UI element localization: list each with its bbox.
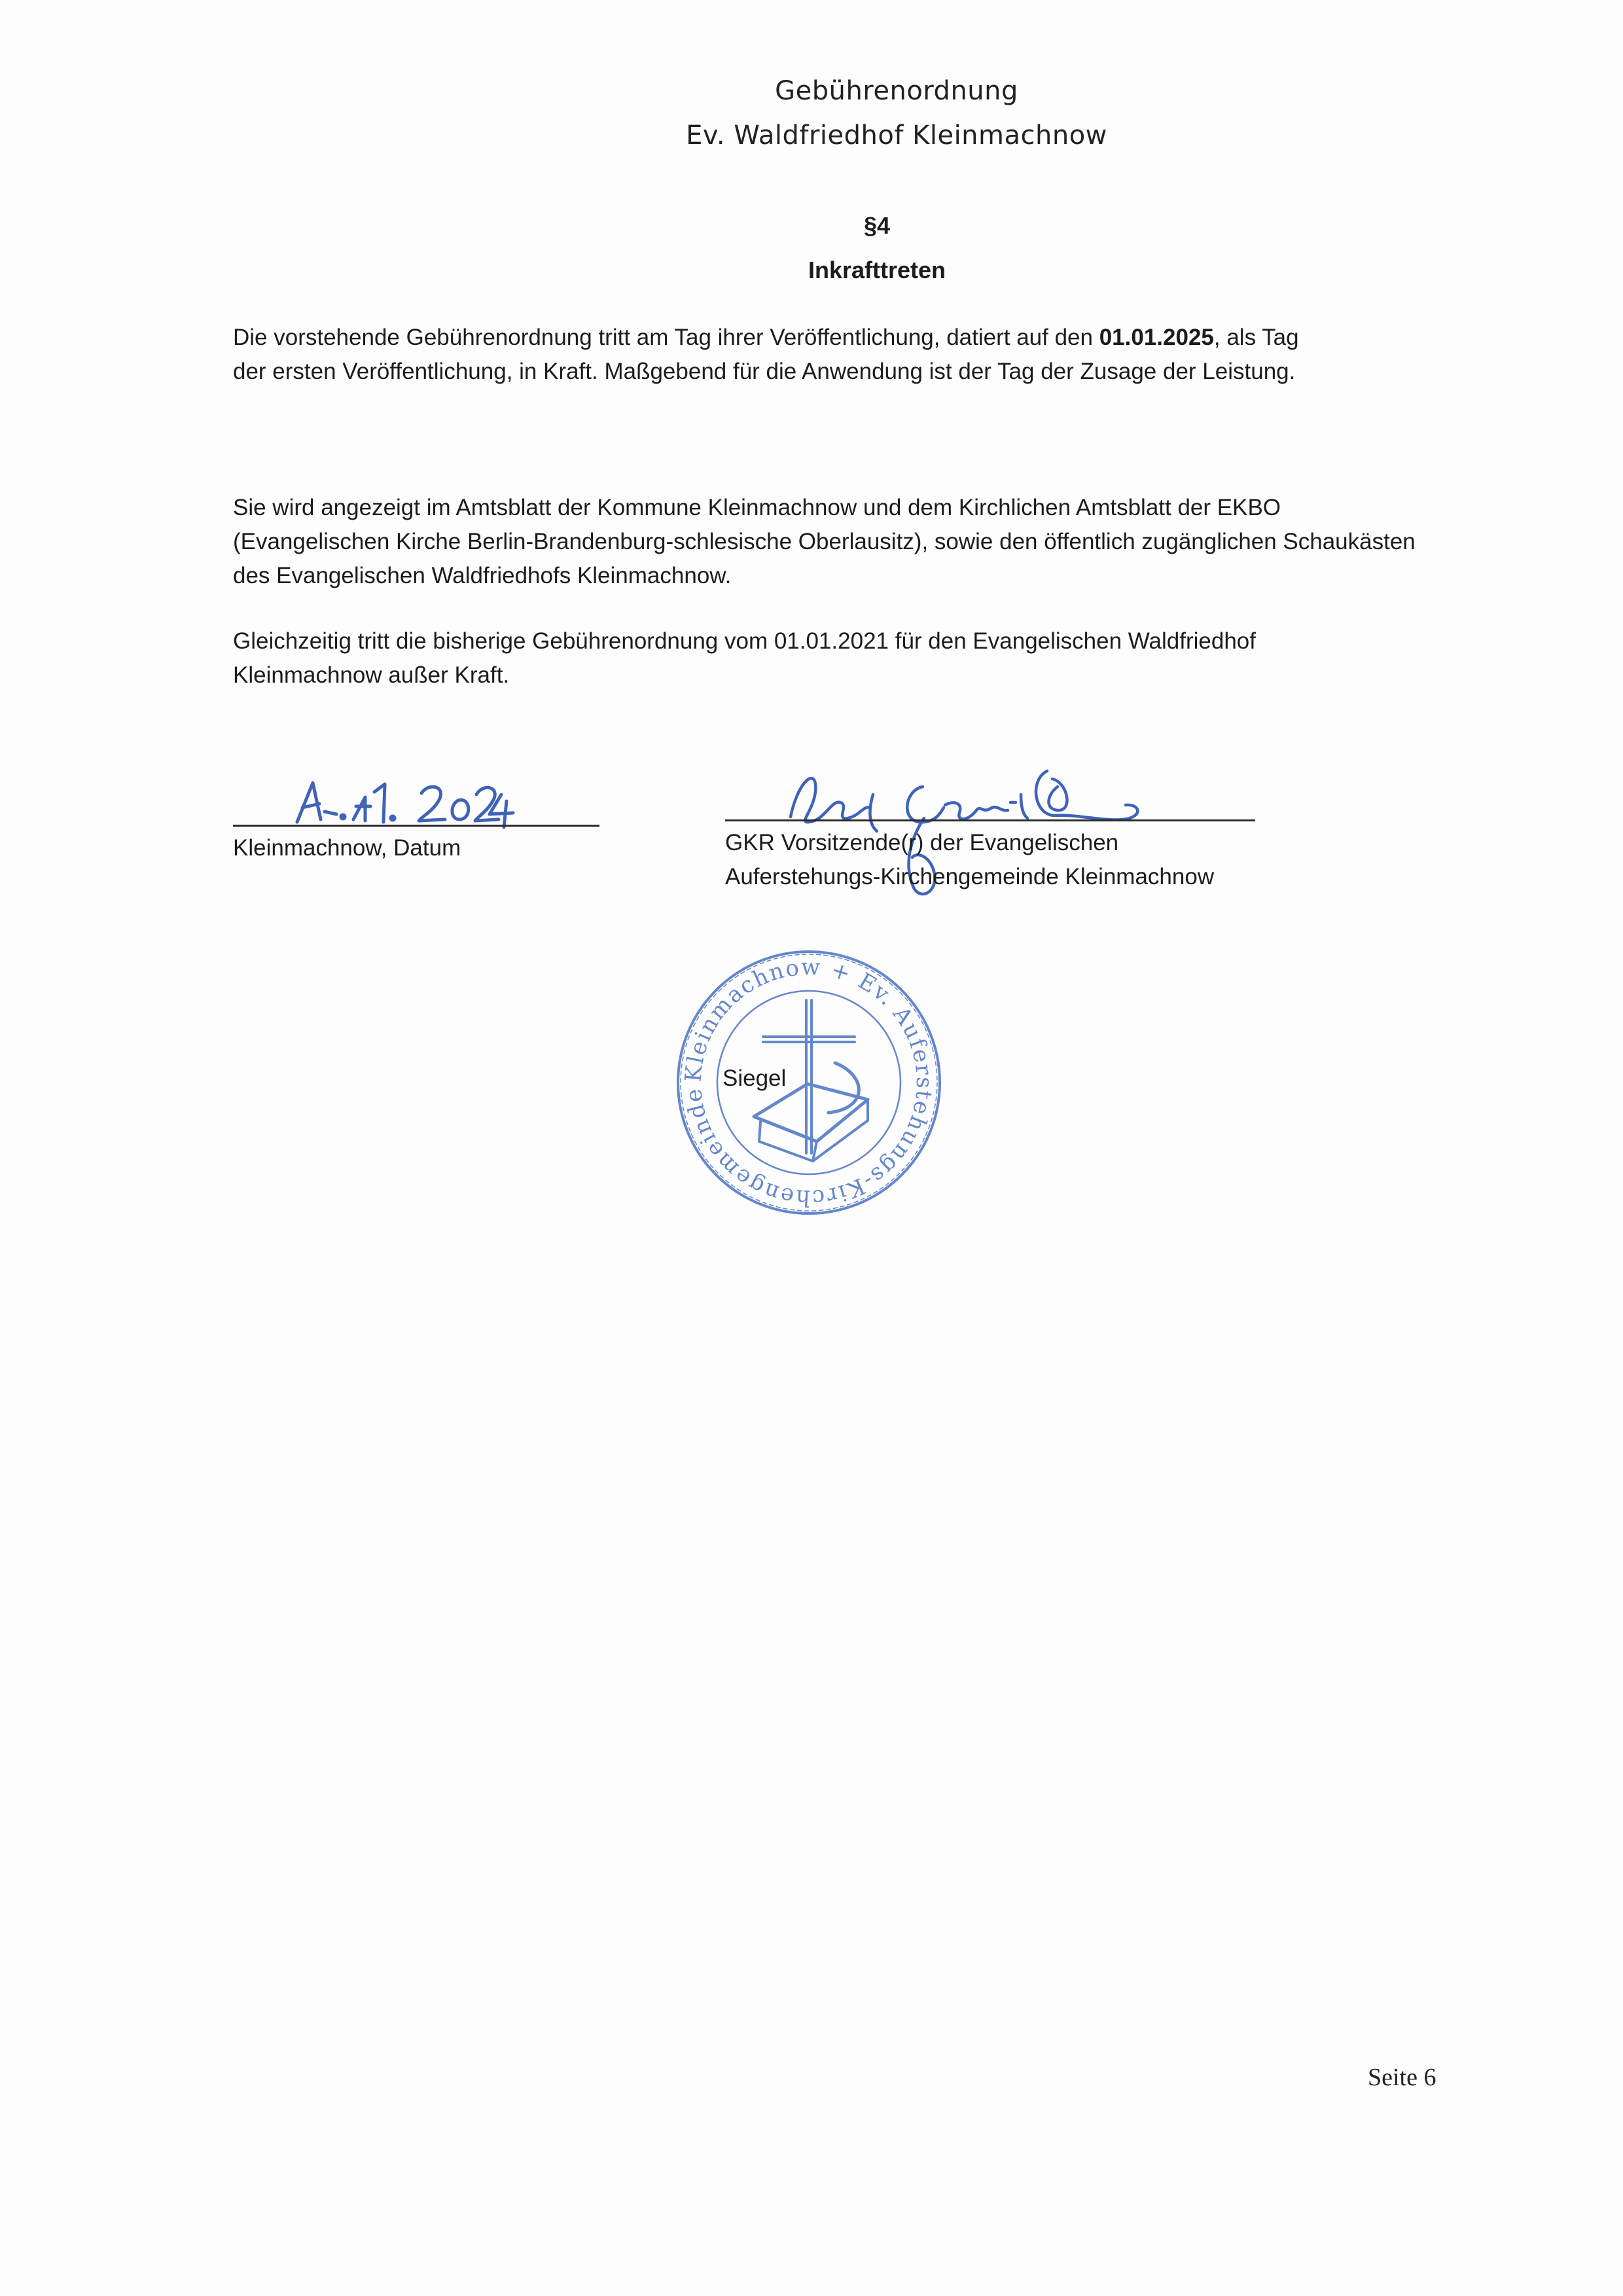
paragraph-line <box>233 321 1516 355</box>
gkr-caption-line2: Auferstehungs-Kirchengemeinde Kleinmachnow <box>725 864 1215 889</box>
paragraph-repeal <box>233 624 1516 692</box>
paragraph-line: des Evangelischen Waldfriedhofs Kleinmachnow. <box>233 563 732 588</box>
paragraph-line: der ersten Veröffentlichung, in Kraft. Maßgebend für die Anwendung ist der Tag der Zusage der Leistung. <box>233 359 1296 384</box>
section-heading: Inkrafttreten <box>808 257 946 283</box>
seal-ring-text: Kleinmachnow + Ev. Auferstehungs-Kirchengemeinde <box>680 954 938 1211</box>
handwritten-date <box>293 774 516 833</box>
effective-date: 01.01.2025 <box>1099 325 1214 350</box>
gkr-signature-line <box>725 819 1255 821</box>
seal-label: Siegel <box>722 1066 787 1091</box>
paragraph-text: Die vorstehende Gebührenordnung tritt am Tag ihrer Veröffentlichung, datiert auf den <box>233 325 1099 350</box>
section-number: §4 <box>863 212 891 239</box>
paragraph-line: Sie wird angezeigt im Amtsblatt der Kommune Kleinmachnow und dem Kirchlichen Amtsblatt der EKBO <box>233 495 1281 520</box>
church-seal-stamp <box>671 945 946 1220</box>
page-number: Seite 6 <box>1368 2064 1436 2091</box>
paragraph-line: Gleichzeitig tritt die bisherige Gebührenordnung vom 01.01.2021 für den Evangelischen Waldfriedhof <box>233 628 1256 654</box>
gkr-caption <box>725 826 1214 894</box>
paragraph-effective-date <box>233 321 1516 389</box>
paragraph-text: , als Tag <box>1213 325 1299 350</box>
date-signature-line <box>233 825 599 827</box>
document-subtitle: Ev. Waldfriedhof Kleinmachnow <box>686 120 1107 151</box>
paragraph-line: (Evangelischen Kirche Berlin-Brandenburg-schlesische Oberlausitz), sowie den öffentlich zugänglichen Schaukästen <box>233 529 1416 554</box>
document-title: Gebührenordnung <box>775 76 1018 106</box>
gkr-caption-line1: GKR Vorsitzende(r) der Evangelischen <box>725 830 1119 855</box>
paragraph-line: Kleinmachnow außer Kraft. <box>233 662 510 688</box>
paragraph-publication <box>233 491 1516 593</box>
date-caption: Kleinmachnow, Datum <box>233 835 461 861</box>
